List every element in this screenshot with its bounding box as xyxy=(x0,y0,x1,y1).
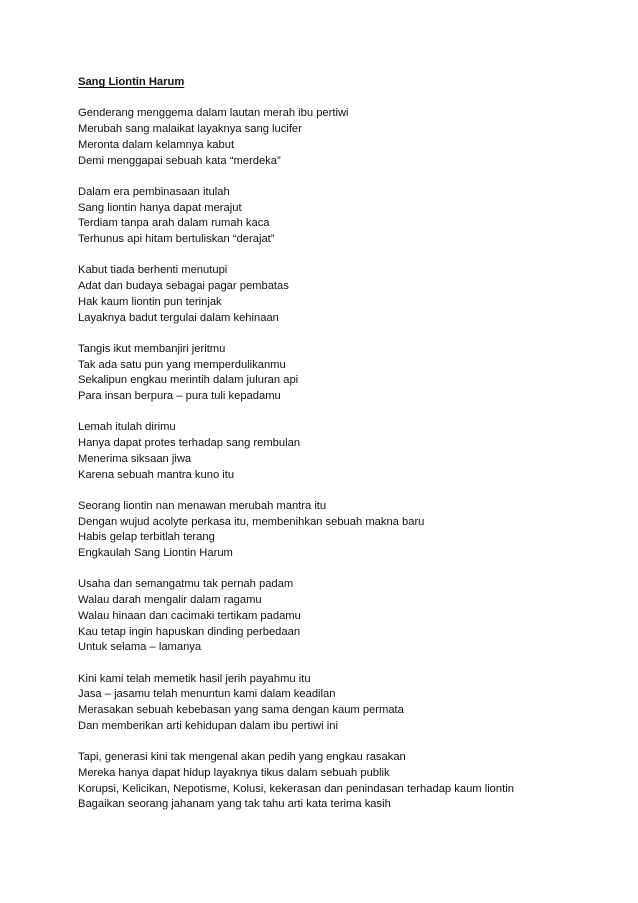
stanza-list xyxy=(78,106,608,813)
poem-body xyxy=(78,75,608,829)
poem-line: Korupsi, Kelicikan, Nepotisme, Kolusi, kekerasan dan penindasan terhadap kaum liontin xyxy=(78,782,514,795)
stanza xyxy=(78,499,608,562)
stanza xyxy=(78,750,608,813)
poem-line: Meronta dalam kelamnya kabut xyxy=(78,138,235,151)
stanza xyxy=(78,577,608,656)
poem-title: Sang Liontin Harum xyxy=(78,76,185,88)
stanza xyxy=(78,420,608,483)
poem-line: Jasa – jasamu telah menuntun kami dalam keadilan xyxy=(78,688,336,701)
stanza xyxy=(78,106,608,169)
poem-line: Mereka hanya dapat hidup layaknya tikus dalam sebuah publik xyxy=(78,766,390,779)
poem-line: Kau tetap ingin hapuskan dinding perbedaan xyxy=(78,625,301,638)
stanza xyxy=(78,185,608,248)
poem-line: Sang liontin hanya dapat merajut xyxy=(78,201,242,214)
poem-line: Tak ada satu pun yang memperdulikanmu xyxy=(78,358,286,371)
poem-line: Demi menggapai sebuah kata “merdeka” xyxy=(78,154,281,167)
poem-line: Seorang liontin nan menawan merubah mantra itu xyxy=(78,499,327,512)
poem-line: Terdiam tanpa arah dalam rumah kaca xyxy=(78,217,270,230)
poem-line: Kini kami telah memetik hasil jerih payahmu itu xyxy=(78,672,311,685)
poem-line: Layaknya badut tergulai dalam kehinaan xyxy=(78,311,279,324)
poem-line: Sekalipun engkau merintih dalam juluran api xyxy=(78,374,299,387)
poem-line: Lemah itulah dirimu xyxy=(78,421,176,434)
poem-line: Para insan berpura – pura tuli kepadamu xyxy=(78,390,281,402)
stanza xyxy=(78,672,608,735)
poem-line: Terhunus api hitam bertuliskan “derajat” xyxy=(78,233,275,245)
poem-line: Merubah sang malaikat layaknya sang lucifer xyxy=(78,123,302,136)
poem-line: Engkaulah Sang Liontin Harum xyxy=(78,547,233,559)
poem-line: Walau hinaan dan cacimaki tertikam padamu xyxy=(78,609,301,622)
poem-line: Merasakan sebuah kebebasan yang sama dengan kaum permata xyxy=(78,704,404,716)
poem-line: Adat dan budaya sebagai pagar pembatas xyxy=(78,280,289,293)
poem-line: Dengan wujud acolyte perkasa itu, membenihkan sebuah makna baru xyxy=(78,515,425,528)
poem-line: Hanya dapat protes terhadap sang rembulan xyxy=(78,437,301,450)
stanza xyxy=(78,342,608,405)
poem-line: Walau darah mengalir dalam ragamu xyxy=(78,594,262,607)
stanza xyxy=(78,263,608,326)
poem-line: Untuk selama – lamanya xyxy=(78,641,202,654)
poem-line: Kabut tiada berhenti menutupi xyxy=(78,264,228,277)
poem-line: Tangis ikut membanjiri jeritmu xyxy=(78,342,226,355)
poem-line: Bagaikan seorang jahanam yang tak tahu arti kata terima kasih xyxy=(78,798,391,811)
poem-line: Dalam era pembinasaan itulah xyxy=(78,185,230,198)
poem-line: Tapi, generasi kini tak mengenal akan pedih yang engkau rasakan xyxy=(78,751,406,764)
poem-line: Habis gelap terbitlah terang xyxy=(78,531,215,544)
poem-line: Karena sebuah mantra kuno itu xyxy=(78,468,235,481)
poem-line: Usaha dan semangatmu tak pernah padam xyxy=(78,578,294,591)
poem-line: Dan memberikan arti kehidupan dalam ibu pertiwi ini xyxy=(78,719,338,732)
poem-line: Hak kaum liontin pun terinjak xyxy=(78,295,222,308)
poem-line: Menerima siksaan jiwa xyxy=(78,452,192,465)
poem-line: Genderang menggema dalam lautan merah ibu pertiwi xyxy=(78,107,349,120)
